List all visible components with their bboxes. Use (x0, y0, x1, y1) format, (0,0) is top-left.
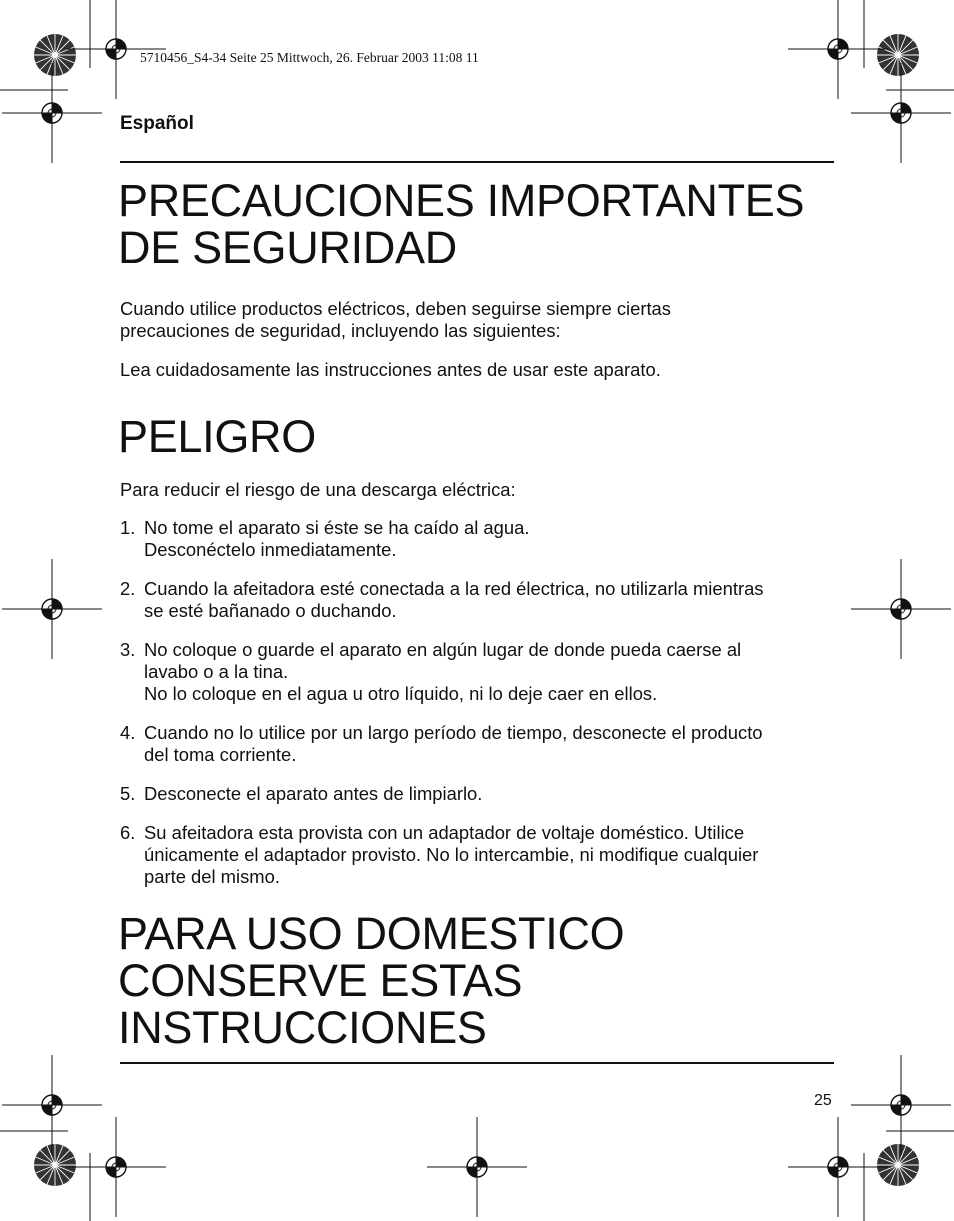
precautions-title-line-2: DE SEGURIDAD (118, 222, 457, 273)
list-item-number: 3. (120, 639, 136, 660)
danger-list-item (120, 578, 834, 622)
danger-intro: Para reducir el riesgo de una descarga eléctrica: (120, 479, 516, 500)
print-slug: 5710456_S4-34 Seite 25 Mittwoch, 26. Februar 2003 11:08 11 (140, 50, 479, 65)
list-item-text-line: Su afeitadora esta provista con un adaptador de voltaje doméstico. Utilice (144, 822, 745, 843)
closing-title-line-1: PARA USO DOMESTICO (118, 908, 625, 959)
list-item-text-line: Desconéctelo inmediatamente. (144, 539, 397, 560)
danger-list (120, 517, 834, 905)
list-item-number: 5. (120, 783, 136, 804)
precautions-intro-line-1: Cuando utilice productos eléctricos, deben seguirse siempre ciertas (120, 298, 671, 319)
list-item-text-line: se esté bañanado o duchando. (144, 600, 397, 621)
page-number: 25 (814, 1092, 832, 1109)
list-item-text-line: únicamente el adaptador provisto. No lo intercambie, ni modifique cualquier (144, 844, 759, 865)
danger-list-item (120, 639, 834, 705)
language-label: Español (120, 113, 194, 134)
list-item-text-line: No lo coloque en el agua u otro líquido, ni lo deje caer en ellos. (144, 683, 658, 704)
read-instructions-text: Lea cuidadosamente las instrucciones antes de usar este aparato. (120, 359, 661, 380)
list-item-text-line: Cuando la afeitadora esté conectada a la red électrica, no utilizarla mientras (144, 578, 764, 599)
danger-list-item (120, 822, 834, 888)
list-item-text-line: No tome el aparato si éste se ha caído al agua. (144, 517, 530, 538)
closing-title-line-3: INSTRUCCIONES (118, 1002, 487, 1053)
closing-title (118, 910, 624, 1051)
precautions-intro-line-2: precauciones de seguridad, incluyendo las siguientes: (120, 320, 561, 341)
danger-list-item (120, 517, 834, 561)
danger-list-item (120, 722, 834, 766)
precautions-title-line-1: PRECAUCIONES IMPORTANTES (118, 175, 805, 226)
list-item-text-line: Cuando no lo utilice por un largo período de tiempo, desconecte el producto (144, 722, 763, 743)
bottom-rule (120, 1062, 834, 1064)
list-item-text-line: del toma corriente. (144, 744, 297, 765)
list-item-number: 1. (120, 517, 136, 538)
list-item-text-line: parte del mismo. (144, 866, 280, 887)
danger-list-item (120, 783, 834, 805)
list-item-number: 6. (120, 822, 136, 843)
list-item-number: 4. (120, 722, 136, 743)
top-rule (120, 161, 834, 163)
closing-title-line-2: CONSERVE ESTAS (118, 955, 523, 1006)
list-item-text-line: No coloque o guarde el aparato en algún lugar de donde pueda caerse al (144, 639, 742, 660)
precautions-intro (120, 298, 834, 342)
precautions-title (118, 177, 804, 271)
list-item-number: 2. (120, 578, 136, 599)
danger-title: PELIGRO (118, 411, 316, 462)
list-item-text-line: Desconecte el aparato antes de limpiarlo. (144, 783, 483, 804)
list-item-text-line: lavabo o a la tina. (144, 661, 289, 682)
